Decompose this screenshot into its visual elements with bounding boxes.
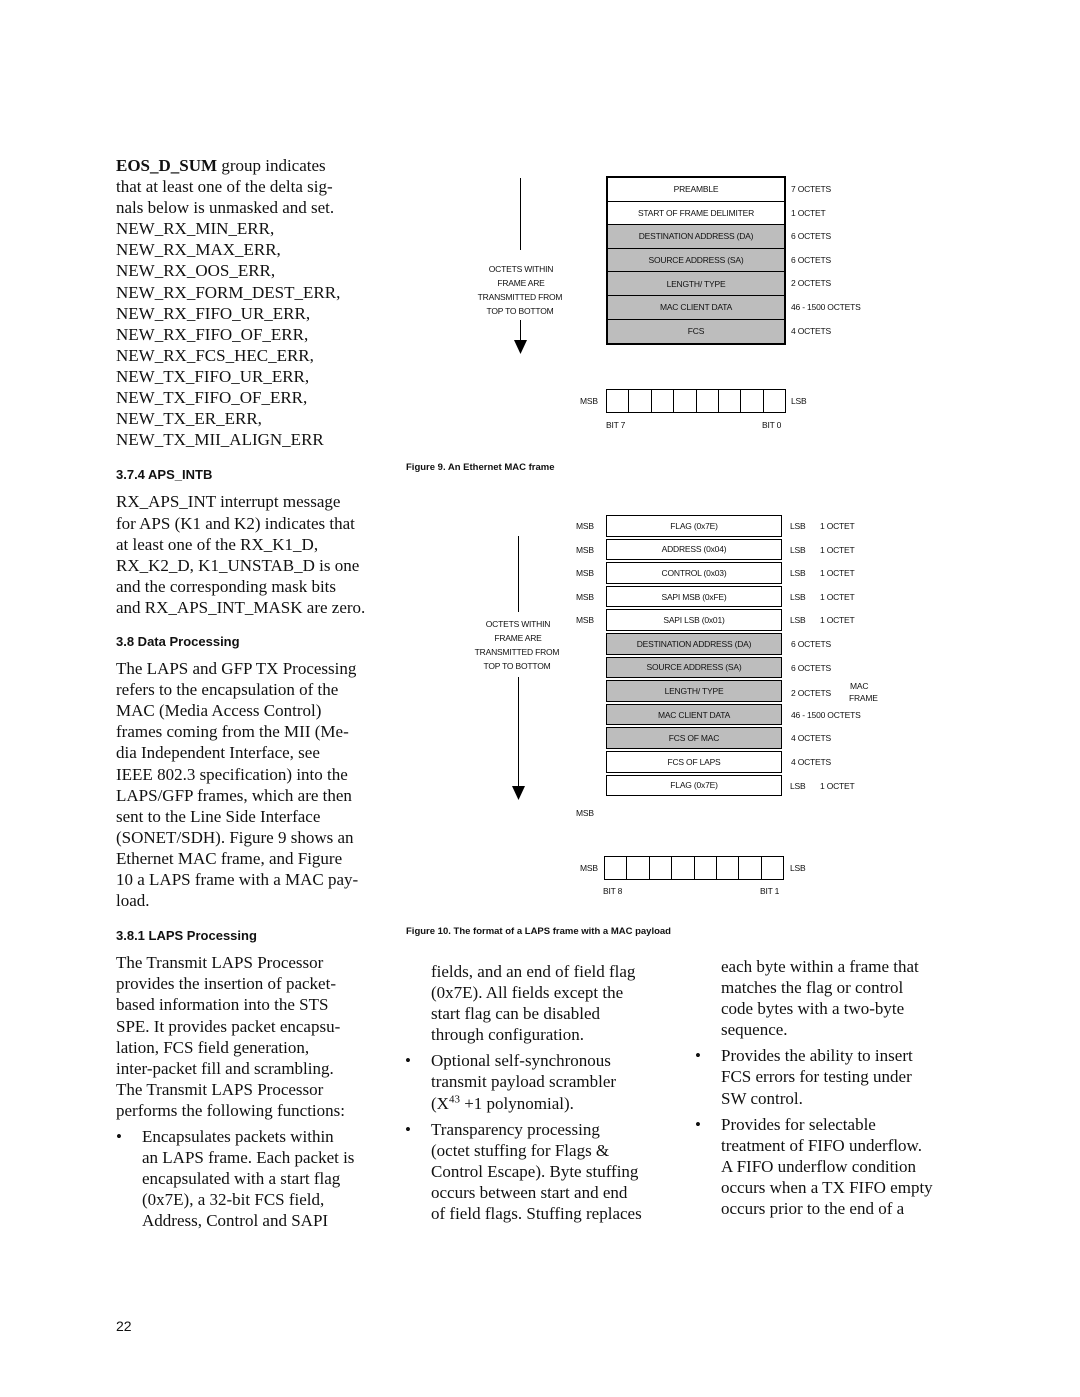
page-number: 22 bbox=[116, 1318, 132, 1334]
field-lsb-label: LSB bbox=[790, 544, 806, 555]
data-text-line: refers to the encapsulation of the bbox=[116, 680, 339, 700]
bullet-transparency: • Transparency processing (octet stuffing for Flags & Control Escape). Byte stuffing occurs between start and end of field flags. Stuffing replaces bbox=[405, 1119, 642, 1224]
intro-line: nals below is unmasked and set. bbox=[116, 198, 335, 218]
field-lsb-label: LSB bbox=[790, 521, 806, 531]
data-text-line: Ethernet MAC frame, and Figure bbox=[116, 848, 343, 868]
field-lsb-label: LSB bbox=[790, 568, 806, 579]
bit-right-label: BIT 0 bbox=[762, 420, 782, 430]
frame-field: SOURCE ADDRESS (SA) bbox=[608, 249, 784, 273]
data-text-line: MAC (Media Access Control) bbox=[116, 701, 322, 721]
bit-cell bbox=[626, 856, 649, 880]
bit-cell bbox=[761, 856, 784, 880]
field-size-label: 1 OCTET bbox=[791, 207, 826, 218]
frame-field: LENGTH/ TYPE bbox=[608, 272, 784, 296]
frame-field: ADDRESS (0x04) bbox=[606, 539, 782, 561]
field-size-label: 4 OCTETS bbox=[791, 325, 831, 336]
intro-line: EOS_D_SUM group indicates bbox=[116, 156, 326, 175]
frame-field: PREAMBLE bbox=[608, 178, 784, 202]
eos-d-sum-term: EOS_D_SUM bbox=[116, 156, 218, 175]
arrow-shaft-top bbox=[518, 536, 519, 612]
field-size-label: 46 - 1500 OCTETS bbox=[791, 302, 861, 312]
right-column bbox=[695, 956, 985, 1219]
data-text-line: IEEE 802.3 specification) into the bbox=[116, 764, 348, 784]
bullet-icon: • bbox=[695, 1046, 701, 1066]
data-text-line: 10 a LAPS frame with a MAC pay- bbox=[116, 870, 359, 889]
figure-9-caption: Figure 9. An Ethernet MAC frame bbox=[406, 462, 555, 473]
bullet-continuation: fields, and an end of field flag (0x7E). All fields except the start flag can be disabled through configuration. bbox=[431, 962, 636, 1045]
field-size-label: 2 OCTETS bbox=[791, 278, 831, 289]
frame-field: LENGTH/ TYPE bbox=[606, 680, 782, 702]
intro-line: that at least one of the delta sig- bbox=[116, 177, 333, 197]
field-size-label: 1 OCTET bbox=[820, 591, 855, 602]
data-text-line: load. bbox=[116, 891, 150, 911]
field-size-label: 4 OCTETS bbox=[791, 733, 831, 744]
frame-field: DESTINATION ADDRESS (DA) bbox=[608, 225, 784, 249]
aps-text-line: RX_APS_INT interrupt message bbox=[116, 492, 341, 512]
frame-field: FLAG (0x7E) bbox=[606, 775, 782, 797]
bit-cell bbox=[716, 856, 739, 880]
heading-data-processing: 3.8 Data Processing bbox=[116, 633, 240, 649]
frame-field: CONTROL (0x03) bbox=[606, 562, 782, 584]
laps-text-line: performs the following functions: bbox=[116, 1100, 345, 1120]
field-size-label: 2 OCTETS bbox=[791, 688, 831, 699]
field-size-label: 1 OCTET bbox=[820, 521, 855, 531]
signal-item: NEW_TX_FIFO_OF_ERR, bbox=[116, 388, 308, 408]
field-size-label: 4 OCTETS bbox=[791, 757, 831, 767]
laps-text-line: SPE. It provides packet encapsu- bbox=[116, 1016, 341, 1036]
frame-field: SAPI LSB (0x01) bbox=[606, 609, 782, 631]
field-msb-label: MSB bbox=[576, 544, 594, 555]
laps-text-line: lation, FCS field generation, bbox=[116, 1037, 310, 1057]
bit-cell bbox=[694, 856, 717, 880]
field-lsb-label: LSB bbox=[790, 780, 806, 791]
frame-field: DESTINATION ADDRESS (DA) bbox=[606, 633, 782, 655]
arrow-label: OCTETS WITHIN FRAME ARE bbox=[488, 264, 554, 288]
field-msb-label: MSB bbox=[576, 568, 594, 579]
frame-field: FCS bbox=[608, 320, 784, 344]
bit-cell bbox=[604, 856, 627, 880]
lsb-label: LSB bbox=[791, 396, 807, 406]
arrow-label: TRANSMITTED FROM TOP TO BOTTOM bbox=[474, 647, 560, 671]
arrow-shaft-bottom bbox=[518, 677, 519, 789]
bullet-icon: • bbox=[695, 1114, 701, 1134]
field-msb-label: MSB bbox=[576, 591, 594, 602]
bullet-icon: • bbox=[405, 1119, 411, 1139]
bit-left-label: BIT 7 bbox=[606, 420, 626, 430]
mac-frame-bracket-label: MAC FRAME bbox=[849, 681, 878, 703]
signal-item: NEW_TX_ER_ERR, bbox=[116, 409, 262, 429]
arrow-label: OCTETS WITHIN FRAME ARE bbox=[485, 619, 551, 643]
field-size-label: 6 OCTETS bbox=[791, 254, 831, 265]
field-size-label: 1 OCTET bbox=[820, 544, 855, 555]
aps-text-line: and RX_APS_INT_MASK are zero. bbox=[116, 597, 366, 617]
arrow-down-icon bbox=[512, 786, 525, 800]
bullet-encapsulates: • Encapsulates packets within an LAPS frame. Each packet is encapsulated with a start flag (0x7E), a 32-bit FCS field, Address, Control and SAPI bbox=[116, 1127, 355, 1231]
frame-field: MAC CLIENT DATA bbox=[606, 704, 782, 726]
laps-text-line: inter-packet fill and scrambling. bbox=[116, 1058, 334, 1078]
data-text-line: (SONET/SDH). Figure 9 shows an bbox=[116, 827, 354, 847]
signal-item: NEW_RX_FIFO_OF_ERR, bbox=[116, 324, 309, 344]
signal-item: NEW_RX_MIN_ERR, bbox=[116, 219, 275, 239]
bullet-icon: • bbox=[405, 1051, 411, 1071]
frame-field: SOURCE ADDRESS (SA) bbox=[606, 657, 782, 679]
signal-item: NEW_TX_MII_ALIGN_ERR bbox=[116, 430, 324, 450]
frame-field: FLAG (0x7E) bbox=[606, 515, 782, 537]
frame-field: SAPI MSB (0xFE) bbox=[606, 586, 782, 608]
field-size-label: 6 OCTETS bbox=[791, 639, 831, 649]
arrow-label: TRANSMITTED FROM TOP TO BOTTOM bbox=[477, 292, 563, 316]
frame-field: FCS OF MAC bbox=[606, 727, 782, 749]
bullet-fcs-errors: • Provides the ability to insert FCS errors for testing under SW control. bbox=[695, 1046, 913, 1108]
bit-left-label: BIT 8 bbox=[603, 886, 623, 896]
laps-text-line: based information into the STS bbox=[116, 995, 329, 1015]
laps-text-line: provides the insertion of packet- bbox=[116, 974, 336, 994]
field-msb-label: MSB bbox=[576, 521, 594, 531]
heading-laps-processing: 3.8.1 LAPS Processing bbox=[116, 928, 257, 944]
field-size-label: 7 OCTETS bbox=[791, 184, 831, 194]
bit-cell bbox=[671, 856, 694, 880]
figure-10-caption: Figure 10. The format of a LAPS frame with a MAC payload bbox=[406, 926, 671, 937]
laps-text-line: The Transmit LAPS Processor bbox=[116, 1079, 324, 1099]
heading-aps-intb: 3.7.4 APS_INTB bbox=[116, 467, 213, 483]
signal-item: NEW_RX_FCS_HEC_ERR, bbox=[116, 345, 314, 365]
aps-text-line: RX_K2_D, K1_UNSTAB_D is one bbox=[116, 555, 360, 575]
frame-field: MAC CLIENT DATA bbox=[608, 296, 784, 320]
aps-text-line: at least one of the RX_K1_D, bbox=[116, 534, 319, 554]
signal-item: NEW_TX_FIFO_UR_ERR, bbox=[116, 366, 310, 386]
bit-cell bbox=[649, 856, 672, 880]
frame-field: START OF FRAME DELIMITER bbox=[608, 202, 784, 226]
data-text-line: frames coming from the MII (Me- bbox=[116, 722, 349, 742]
lsb-label: LSB bbox=[790, 863, 806, 873]
msb-label: MSB bbox=[580, 863, 598, 873]
middle-column bbox=[405, 961, 677, 1224]
signal-item: NEW_RX_FORM_DEST_ERR, bbox=[116, 282, 341, 302]
data-text-line: sent to the Line Side Interface bbox=[116, 806, 321, 826]
msb-bottom-label: MSB bbox=[576, 808, 594, 818]
field-size-label: 1 OCTET bbox=[820, 615, 855, 626]
frame-field: FCS OF LAPS bbox=[606, 751, 782, 773]
bit-right-label: BIT 1 bbox=[760, 886, 780, 896]
data-text-line: The LAPS and GFP TX Processing bbox=[116, 659, 357, 679]
field-size-label: 1 OCTET bbox=[820, 780, 855, 791]
bullet-scrambler: • Optional self-synchronous transmit payload scrambler ($X^{43} +1$ polynomial). bbox=[405, 1051, 617, 1113]
field-lsb-label: LSB bbox=[790, 591, 806, 602]
field-size-label: 1 OCTET bbox=[820, 568, 855, 579]
bullet-icon: • bbox=[116, 1127, 122, 1147]
bit-cell bbox=[738, 856, 761, 880]
laps-text-line: The Transmit LAPS Processor bbox=[116, 953, 324, 973]
field-msb-label: MSB bbox=[576, 615, 594, 626]
bullet-fifo-underflow: • Provides for selectable treatment of FIFO underflow. A FIFO underflow condition occurs when a TX FIFO empty occurs prior to the end of a bbox=[695, 1114, 933, 1219]
field-lsb-label: LSB bbox=[790, 615, 806, 626]
signal-item: NEW_RX_MAX_ERR, bbox=[116, 240, 281, 260]
field-size-label: 6 OCTETS bbox=[791, 662, 831, 673]
signal-item: NEW_RX_OOS_ERR, bbox=[116, 261, 276, 281]
data-text-line: dia Independent Interface, see bbox=[116, 743, 320, 763]
msb-label: MSB bbox=[580, 396, 598, 406]
field-size-label: 6 OCTETS bbox=[791, 231, 831, 242]
aps-text-line: for APS (K1 and K2) indicates that bbox=[116, 513, 355, 533]
signal-item: NEW_RX_FIFO_UR_ERR, bbox=[116, 303, 311, 323]
field-size-label: 46 - 1500 OCTETS bbox=[791, 709, 861, 720]
aps-text-line: and the corresponding mask bits bbox=[116, 576, 337, 596]
bullet-continuation: each byte within a frame that matches the flag or control code bytes with a two-byte sequence. bbox=[721, 957, 919, 1040]
data-text-line: LAPS/GFP frames, which are then bbox=[116, 785, 352, 805]
